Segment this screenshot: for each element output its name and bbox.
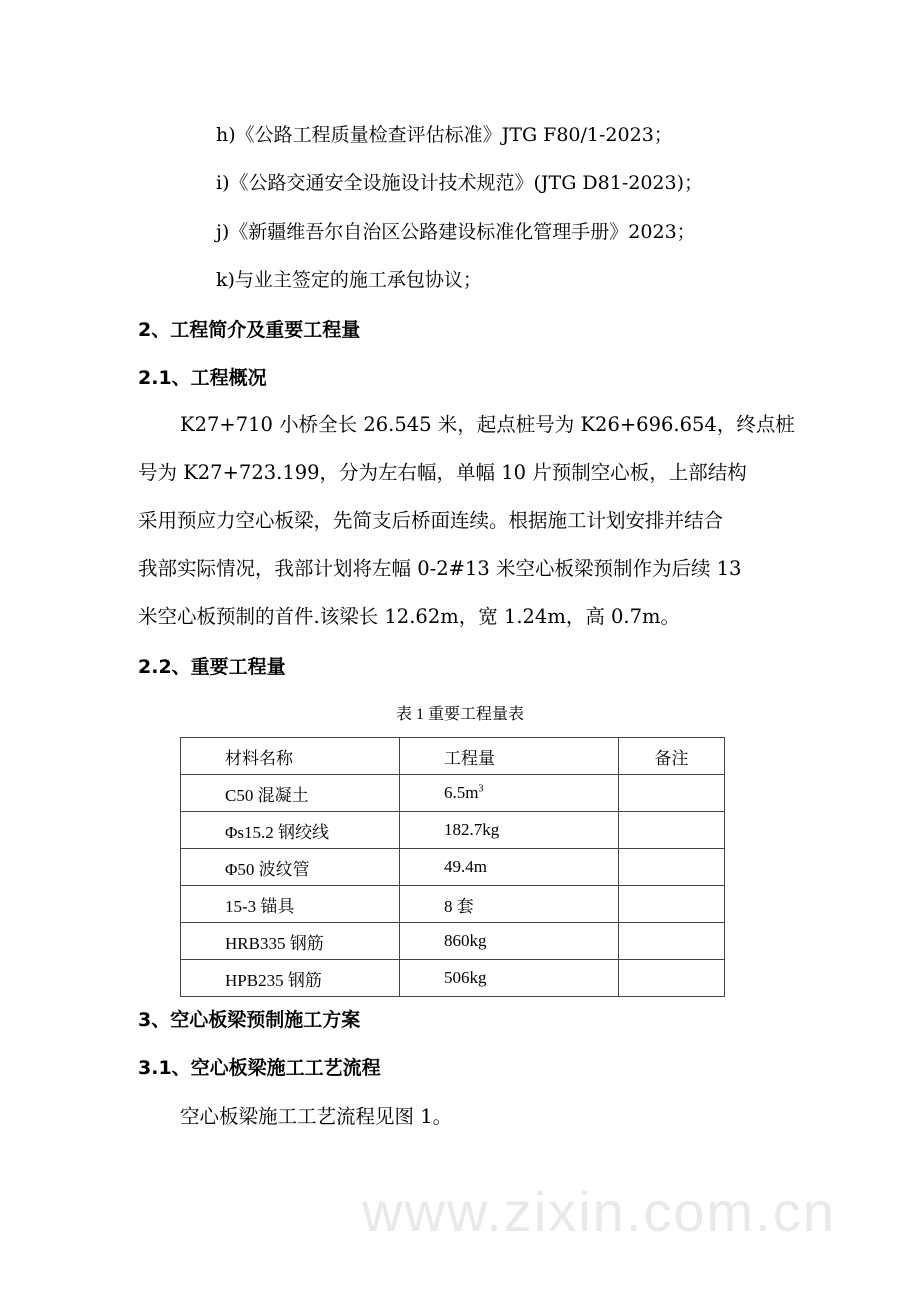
cell-remarks	[619, 923, 725, 960]
cell-remarks	[619, 812, 725, 849]
cell-quantity	[400, 775, 619, 812]
section-3-1-heading: 3.1、空心板梁施工工艺流程	[138, 1057, 381, 1079]
cell-quantity: 860kg	[400, 923, 619, 960]
cell-remarks	[619, 849, 725, 886]
table-row	[181, 849, 725, 886]
reference-h: h)《公路工程质量检查评估标准》JTG F80/1-2023；	[216, 124, 673, 146]
table-row	[181, 886, 725, 923]
quantity-value: 6.5m	[444, 783, 479, 802]
section-2-heading: 2、工程简介及重要工程量	[138, 319, 361, 341]
section-3-1-text: 空心板梁施工工艺流程见图 1。	[180, 1105, 453, 1128]
section-2-2-heading: 2.2、重要工程量	[138, 656, 286, 678]
cell-remarks	[619, 886, 725, 923]
cell-quantity: 182.7kg	[400, 812, 619, 849]
reference-j: j)《新疆维吾尔自治区公路建设标准化管理手册》2023；	[216, 221, 696, 243]
cell-material: 15-3 锚具	[181, 886, 400, 923]
section-2-1-heading: 2.1、工程概况	[138, 367, 267, 389]
table-row	[181, 775, 725, 812]
table-row	[181, 812, 725, 849]
table-row	[181, 923, 725, 960]
cell-remarks	[619, 960, 725, 997]
reference-k: k)与业主签定的施工承包协议；	[216, 269, 482, 291]
paragraph-line: 米空心板预制的首件.该梁长 12.62m，宽 1.24m，高 0.7m。	[138, 605, 681, 628]
quantities-table	[180, 737, 725, 997]
table-header-row	[181, 738, 725, 775]
cell-quantity: 506kg	[400, 960, 619, 997]
cell-material: HRB335 钢筋	[181, 923, 400, 960]
cell-quantity: 49.4m	[400, 849, 619, 886]
header-quantity: 工程量	[400, 738, 619, 775]
section-3-heading: 3、空心板梁预制施工方案	[138, 1009, 361, 1031]
paragraph-line: 号为 K27+723.199，分为左右幅，单幅 10 片预制空心板，上部结构	[138, 461, 747, 484]
cell-material: C50 混凝土	[181, 775, 400, 812]
watermark: www.zixin.com.cn	[362, 1180, 836, 1243]
table-caption: 表 1 重要工程量表	[395, 706, 524, 723]
cell-material: HPB235 钢筋	[181, 960, 400, 997]
table-row	[181, 960, 725, 997]
header-remarks: 备注	[619, 738, 725, 775]
cell-quantity: 8 套	[400, 886, 619, 923]
cell-remarks	[619, 775, 725, 812]
paragraph-line: 采用预应力空心板梁，先简支后桥面连续。根据施工计划安排并结合	[138, 509, 724, 532]
paragraph-line: K27+710 小桥全长 26.545 米，起点桩号为 K26+696.654，终点桩	[180, 413, 795, 436]
reference-i: i)《公路交通安全设施设计技术规范》(JTG D81-2023)；	[216, 172, 704, 194]
header-material: 材料名称	[181, 738, 400, 775]
cell-material: Φ50 波纹管	[181, 849, 400, 886]
paragraph-line: 我部实际情况，我部计划将左幅 0-2#13 米空心板梁预制作为后续 13	[138, 557, 742, 580]
quantity-exponent: 3	[478, 783, 484, 795]
cell-material: Φs15.2 钢绞线	[181, 812, 400, 849]
